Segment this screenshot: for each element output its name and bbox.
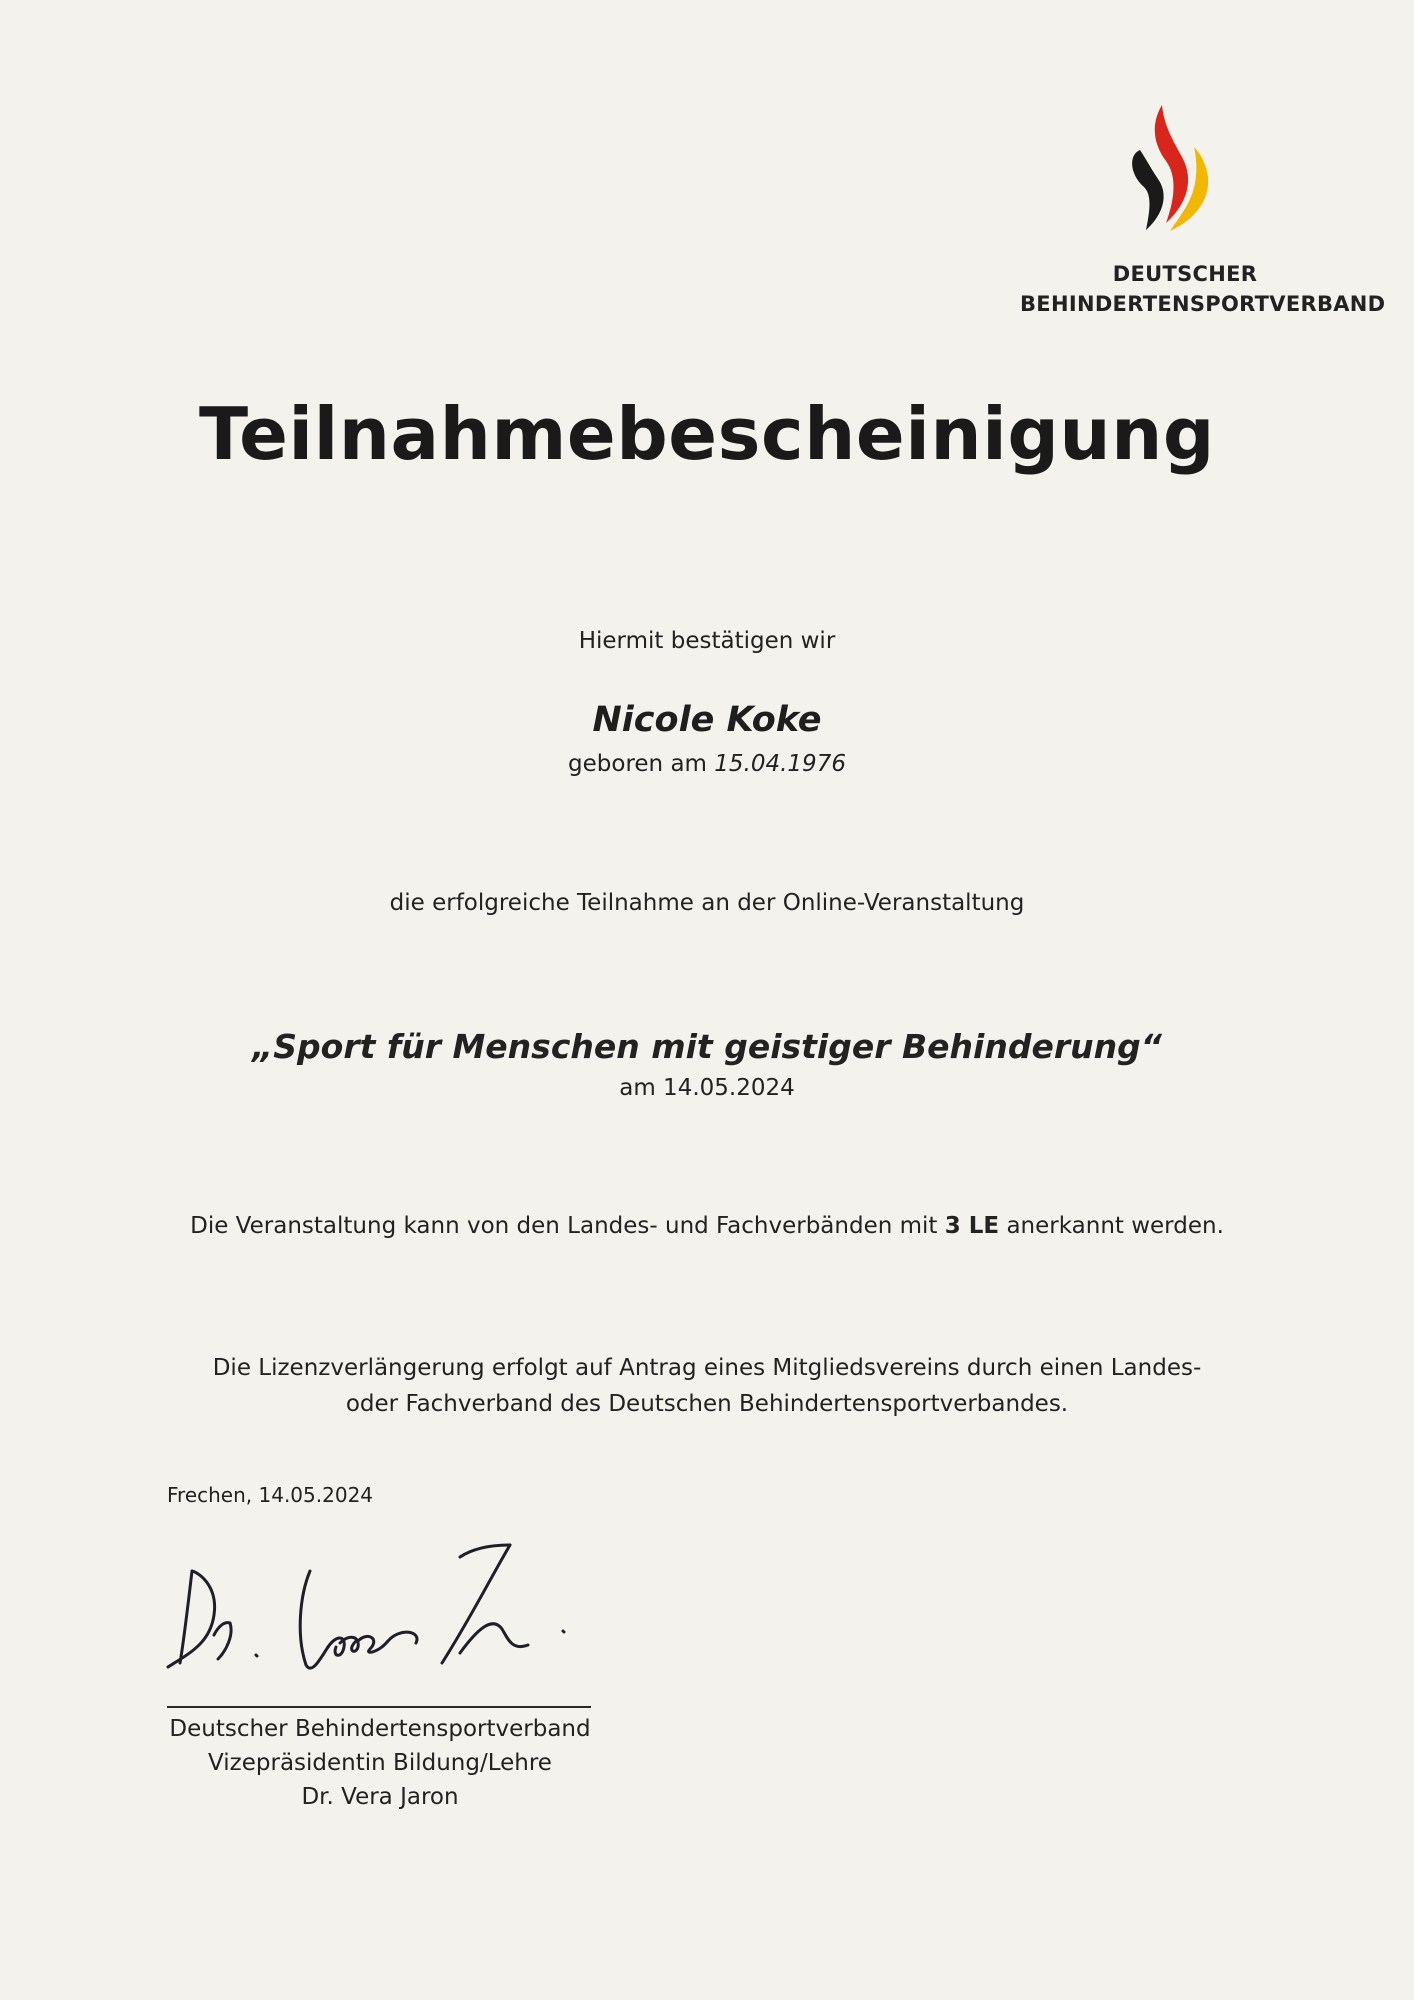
- license-line2: oder Fachverband des Deutschen Behindertensportverbandes.: [345, 1391, 1069, 1417]
- credits-after: anerkannt werden.: [1006, 1213, 1224, 1239]
- handwritten-signature: [160, 1535, 660, 1695]
- event-date: am 14.05.2024: [619, 1075, 795, 1101]
- birth-info: [0, 751, 1414, 777]
- place-date: Frechen, 14.05.2024: [167, 1483, 374, 1507]
- page-title: Teilnahmebescheinigung: [199, 392, 1215, 476]
- organization-name-line2: BEHINDERTENSPORTVERBAND: [1020, 292, 1386, 316]
- participant-name: Nicole Koke: [592, 700, 822, 740]
- signer-name: Dr. Vera Jaron: [301, 1784, 459, 1810]
- credits-value: 3 LE: [944, 1213, 1000, 1239]
- credits-text: [0, 1213, 1414, 1239]
- signature-line: [167, 1706, 591, 1708]
- birth-date: 15.04.1976: [714, 751, 846, 777]
- license-text: [0, 1350, 1414, 1422]
- signer-organization: Deutscher Behindertensportverband: [169, 1716, 591, 1742]
- event-title: „Sport für Menschen mit geistiger Behinderung“: [252, 1027, 1162, 1066]
- signer-role: Vizepräsidentin Bildung/Lehre: [208, 1750, 552, 1776]
- license-line1: Die Lizenzverlängerung erfolgt auf Antrag eines Mitgliedsvereins durch einen Landes-: [212, 1355, 1202, 1381]
- organization-logo: [1020, 95, 1386, 319]
- intro-text: Hiermit bestätigen wir: [578, 628, 836, 654]
- organization-name-line1: DEUTSCHER: [1112, 262, 1258, 286]
- credits-before: Die Veranstaltung kann von den Landes- und Fachverbänden mit: [190, 1213, 938, 1239]
- participation-text: die erfolgreiche Teilnahme an der Online-Veranstaltung: [389, 890, 1025, 916]
- born-label: geboren am: [568, 751, 707, 777]
- flame-icon: [1110, 95, 1220, 245]
